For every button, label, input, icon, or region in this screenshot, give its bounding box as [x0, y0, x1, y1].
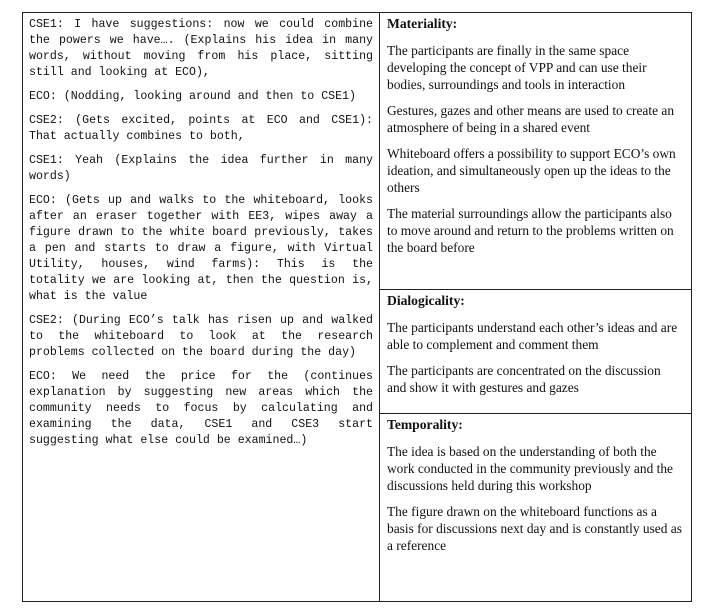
materiality-point: The participants are finally in the same space developing the concept of VPP and can use their bodies, surroundings and tools in interaction	[387, 43, 647, 92]
transcript-line: CSE1: I have suggestions: now we could combine the powers we have…. (Explains his idea in many words, without moving from his place, sitting still and looking at ECO),	[29, 18, 373, 79]
materiality-point: The material surroundings allow the participants also to move around and return to the problems written on the board before	[387, 206, 674, 255]
transcript-line: CSE2: (During ECO’s talk has risen up and walked to the whiteboard to look at the research problems collected on the board during the day)	[29, 314, 373, 359]
transcript-line: ECO: (Gets up and walks to the whiteboard, looks after an eraser together with EE3, wipes away a figure drawn to the white board previously, takes a pen and starts to draw a figure, with Virtual Utility, houses, wind farms): This is the totality we are looking at, then the question is, what is the value	[29, 194, 373, 303]
analysis-table	[22, 12, 692, 602]
materiality-heading: Materiality:	[387, 16, 458, 31]
transcript-line: CSE1: Yeah (Explains the idea further in many words)	[29, 154, 373, 183]
dialogicality-point: The participants understand each other’s ideas and are able to complement and comment them	[387, 320, 678, 352]
dialogicality-heading: Dialogicality:	[387, 293, 465, 308]
temporality-point: The idea is based on the understanding of both the work conducted in the community previously and the discussions held during this workshop	[387, 444, 673, 493]
transcript-line: CSE2: (Gets excited, points at ECO and CSE1): That actually combines to both,	[29, 114, 373, 143]
materiality-point: Gestures, gazes and other means are used to create an atmosphere of being in a shared event	[387, 103, 675, 135]
transcript-column	[23, 13, 380, 601]
temporality-heading: Temporality:	[387, 417, 463, 432]
materiality-section	[380, 13, 691, 290]
transcript-line: ECO: (Nodding, looking around and then to CSE1)	[29, 90, 356, 103]
dialogicality-point: The participants are concentrated on the discussion and show it with gestures and gazes	[387, 363, 661, 395]
materiality-point: Whiteboard offers a possibility to support ECO’s own ideation, and simultaneously open up the ideas to the others	[387, 146, 676, 195]
analysis-column	[380, 13, 691, 601]
dialogicality-section	[380, 290, 691, 414]
temporality-point: The figure drawn on the whiteboard functions as a basis for discussions next day and is constantly used as a reference	[387, 504, 682, 553]
temporality-section	[380, 414, 691, 601]
transcript-line: ECO: We need the price for the (continues explanation by suggesting new areas which the community needs to focus by calculating and examining the data, CSE1 and CSE3 start suggesting what else could be examined…)	[29, 370, 373, 447]
